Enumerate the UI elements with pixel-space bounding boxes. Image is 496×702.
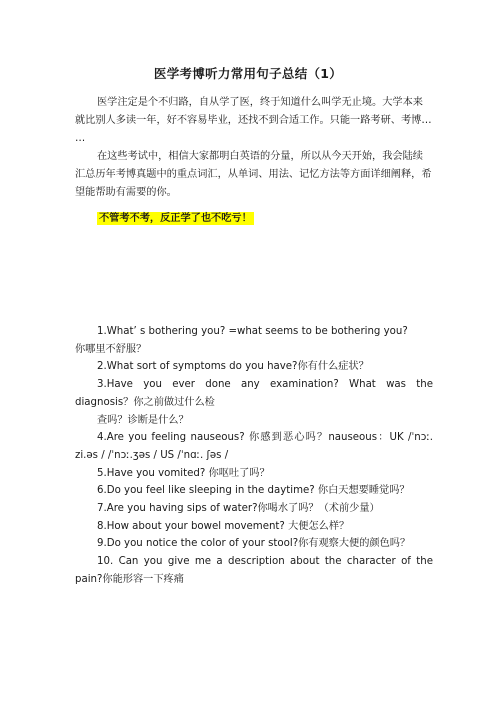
list-item: 10. Can you give me a description about the character of the pain?你能形容一下疼痛 [75,556,433,585]
list-item: 3.Have you ever done any examination? What was the diagnosis？你之前做过什么检 [75,379,433,408]
list-item: 2.What sort of symptoms do you have?你有什么症状？ [97,361,369,373]
highlight-line [75,210,433,228]
list-item: 4.Are you feeling nauseous? 你感到恶心吗？nauseous：UK /ˈnɔː. zi.əs / /ˈnɔː.ʒəs / US /ˈnɑː. ʃəs / [75,432,433,461]
list-item: 9.Do you notice the color of your stool?你有观察大便的颜色吗？ [97,538,411,550]
intro-paragraph-2: 在这些考试中，相信大家都明白英语的分量，所以从今天开始，我会陆续汇总历年考博真题中的重点词汇，从单词、用法、记忆方法等方面详细阐释，希望能帮助有需要的你。 [75,151,432,198]
list-item: 8.How about your bowel movement? 大便怎么样？ [97,520,350,532]
list-item: 1.What’ s bothering you? =what seems to be bothering you? [97,326,408,337]
list-item: 7.Are you having sips of water?你喝水了吗？（术前少量） [97,503,380,515]
list-item: 5.Have you vomited? 你呕吐了吗？ [97,467,270,479]
sentence-list [75,323,433,589]
list-item: 6.Do you feel like sleeping in the daytime? 你白天想要睡觉吗？ [97,485,410,497]
list-item-continuation: 你哪里不舒服？ [75,343,147,355]
intro-paragraph-1: 医学注定是个不归路，自从学了医，终于知道什么叫学无止境。大学本来就比别人多读一年，好不容易毕业，还找不到合适工作。只能一路考研、考博… … [75,97,432,144]
list-item-continuation: 查吗？诊断是什么？ [97,414,189,426]
highlight-text: 不管考不考，反正学了也不吃亏！ [99,213,252,224]
document-title: 医学考博听力常用句子总结（1） [153,66,343,81]
